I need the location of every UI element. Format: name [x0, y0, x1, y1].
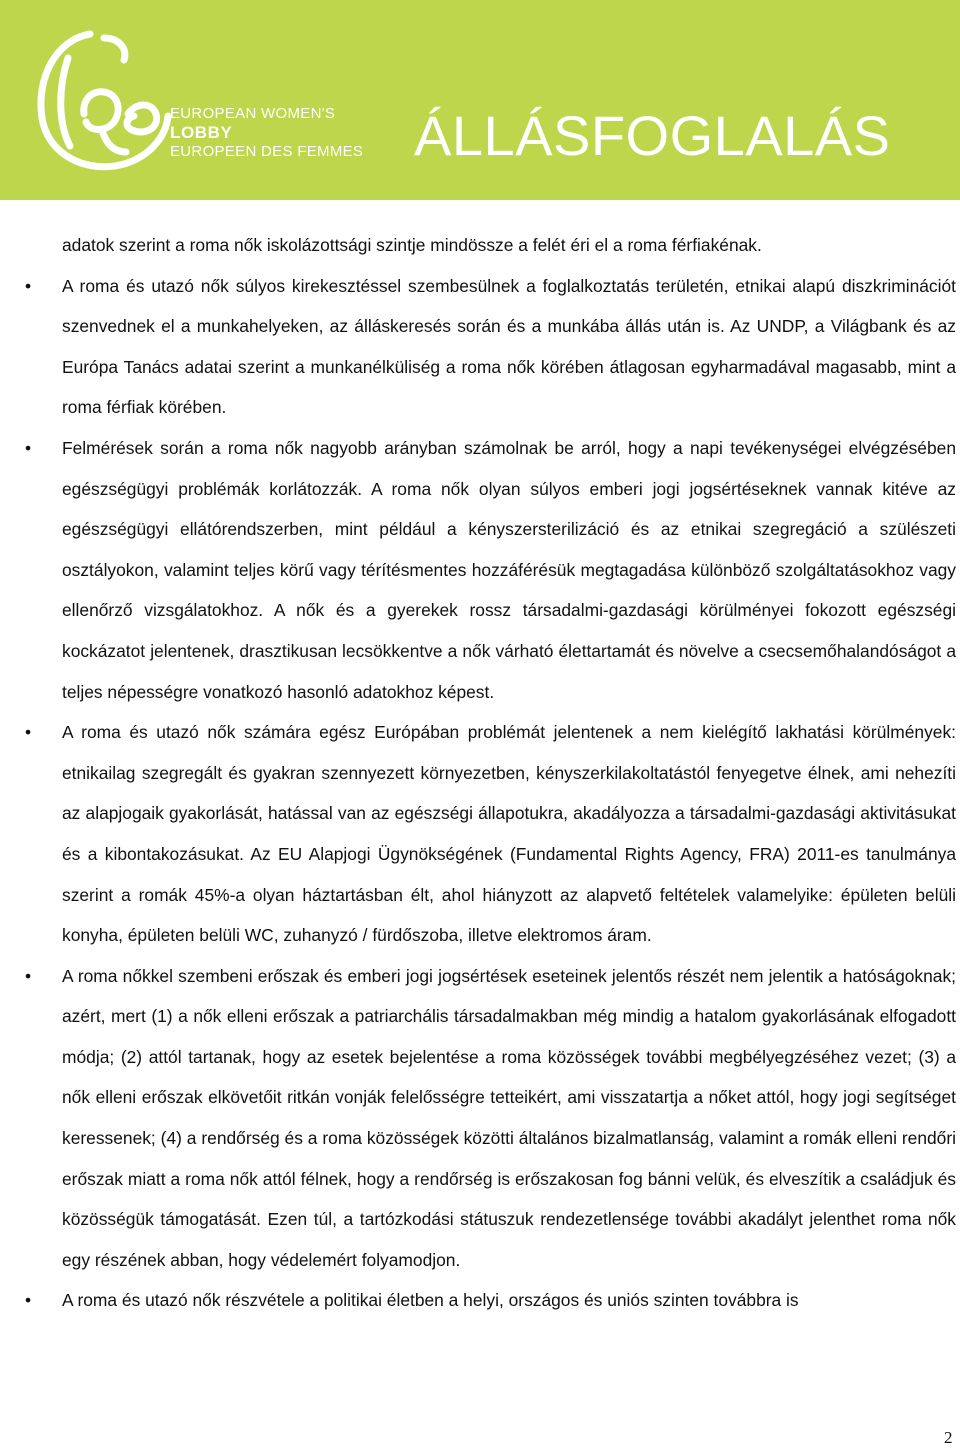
lead-paragraph: adatok szerint a roma nők iskolázottsági szintje mindössze a felét éri el a roma férfiakénak. [62, 235, 762, 255]
org-name-line1: EUROPEAN WOMEN'S [170, 105, 336, 122]
document-title: ÁLLÁSFOGLALÁS [414, 104, 891, 167]
bullet-item-housing: • A roma és utazó nők számára egész Európában problémát jelentenek a nem kielégítő lakhatási körülmények: etnikailag szegregált és gyakran szennyezett környezetben, kényszerkilakoltatástól fenyegetve élnek, ami nehezíti az alapjogaik gyakorlását, hatással van az egészségi állapotukra, akadályozza a társadalmi-gazdasági aktivitásukat és a kibontakozásukat. Az EU Alapjogi Ügynökségének (Fundamental Rights Agency, FRA) 2011-es tanulmánya szerint a romák 45%-a olyan háztartásban élt, ahol hiányzott az alapvető feltételek valamelyike: épületen belüli konyha, épületen belüli WC, zuhanyzó / fürdőszoba, illetve elektromos áram. [62, 712, 956, 956]
org-name-line3: EUROPEEN DES FEMMES [170, 143, 364, 160]
org-name-line2: LOBBY [170, 123, 233, 142]
ewl-logo-icon [28, 18, 178, 178]
page-header [0, 0, 960, 200]
bullet-list [62, 266, 956, 1321]
bullet-item-health: • Felmérések során a roma nők nagyobb arányban számolnak be arról, hogy a napi tevékenységei elvégzésében egészségügyi problémák korlátozzák. A roma nők olyan súlyos emberi jogi jogsértéseknek vannak kitéve az egészségügyi ellátórendszerben, mint például a kényszersterilizáció és az etnikai szegregáció a szülészeti osztályokon, valamint teljes körű vagy térítésmentes hozzáférésük megtagadása különböző szolgáltatásokhoz vagy ellenőrző vizsgálatokhoz. A nők és a gyerekek rossz társadalmi-gazdasági körülményei fokozott egészségi kockázatot jelentenek, drasztikusan lecsökkentve a nők várható élettartamát és növelve a csecsemőhalandóságot a teljes népességre vonatkozó hasonló adatokhoz képest. [62, 428, 956, 712]
organization-name [170, 104, 363, 161]
bullet-item-political-participation: • A roma és utazó nők részvétele a politikai életben a helyi, országos és uniós szinten továbbra is [62, 1280, 956, 1321]
page-number: 2 [944, 1428, 953, 1447]
bullet-item-employment: • A roma és utazó nők súlyos kirekesztéssel szembesülnek a foglalkoztatás területén, etnikai alapú diszkriminációt szenvednek el a munkahelyeken, az álláskeresés során és a munkába állás után is. Az UNDP, a Világbank és az Európa Tanács adatai szerint a munkanélküliség a roma nők körében átlagosan egyharmadával magasabb, mint a roma férfiak körében. [62, 266, 956, 428]
document-body [62, 225, 956, 1321]
bullet-item-violence: • A roma nőkkel szembeni erőszak és emberi jogi jogsértések eseteinek jelentős részét nem jelentik a hatóságoknak; azért, mert (1) a nők elleni erőszak a patriarchális társadalmakban még mindig a hatalom gyakorlásának elfogadott módja; (2) attól tartanak, hogy az esetek bejelentése a roma közösségek további megbélyegzéséhez vezet; (3) a nők elleni erőszak elkövetőit ritkán vonják felelősségre tetteikért, ami visszatartja a nőket attól, hogy jogi segítséget keressenek; (4) a rendőrség és a roma közösségek közötti általános bizalmatlanság, valamint a romák elleni rendőri erőszak miatt a roma nők attól félnek, hogy a rendőrség is erőszakosan fog bánni velük, és elveszítik a családjuk és közösségük támogatását. Ezen túl, a tartózkodási státuszuk rendezetlensége további akadályt jelenthet roma nők egy részének abban, hogy védelemért folyamodjon. [62, 956, 956, 1281]
